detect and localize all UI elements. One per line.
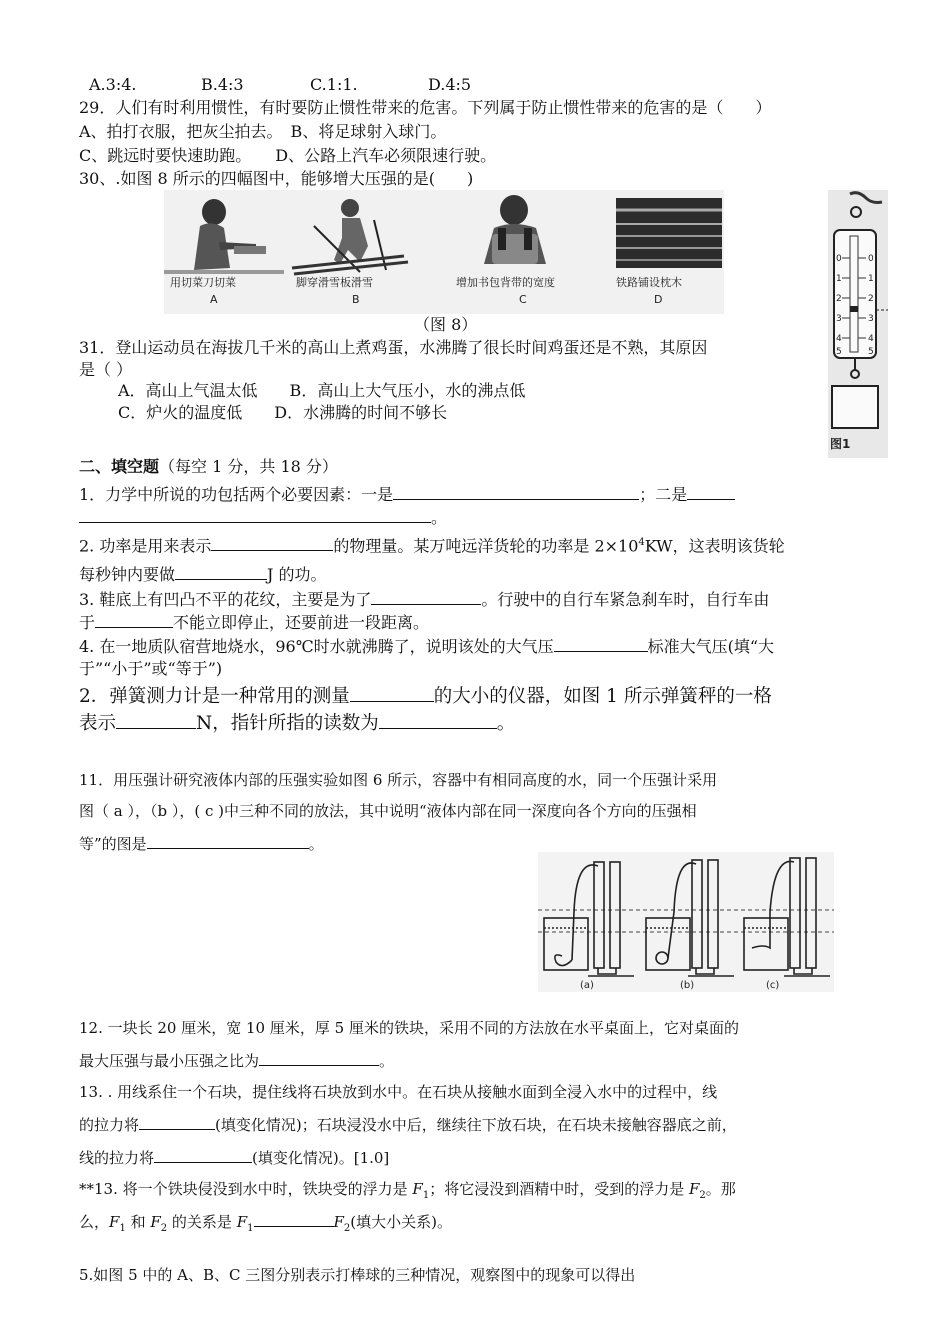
q13b-sub-2: 2: [699, 1190, 706, 1201]
q13-blank-1[interactable]: [139, 1113, 215, 1130]
section-2-title: 二、填空题: [79, 457, 160, 476]
q11-blank[interactable]: [147, 832, 309, 849]
q13-text-c: 线的拉力将: [79, 1149, 155, 1167]
figure-8-letter-c: C: [519, 293, 527, 306]
q13b-text-d: 么，: [79, 1213, 110, 1231]
figure-6-label-b: (b): [680, 980, 695, 991]
figure-6-label-c: (c): [766, 980, 780, 991]
q13b-sub-2: 2: [160, 1223, 168, 1234]
q12-text: 最大压强与最小压强之比为: [79, 1052, 260, 1070]
figure-8-letter-b: B: [352, 293, 360, 306]
section-2-heading: [79, 456, 338, 478]
q13-text-a: 的拉力将: [79, 1116, 140, 1134]
q13-blank-2[interactable]: [154, 1146, 252, 1163]
fill-5-text-e: 。: [496, 713, 516, 734]
q30-stem: 30、.如图 8 所示的四幅图中，能够增大压强的是( ): [79, 169, 474, 188]
figure-6-label-a: (a): [580, 980, 594, 991]
q13b-text-a: **13. 将一个铁块侵没到水中时，铁块受的浮力是: [79, 1180, 413, 1198]
fill-3-text-d: 不能立即停止，还要前进一段距离。: [173, 613, 430, 632]
spring-scale-label: 图1: [830, 437, 851, 451]
fill-2-line2: [79, 563, 327, 586]
q13b-sub-1: 1: [119, 1223, 126, 1234]
fill-1-text-b: ；二是: [639, 485, 688, 504]
q13b-f-symbol: F: [412, 1180, 423, 1198]
q29-options-cd: C、跳远时要快速助跑。 D、公路上汽车必须限速行驶。: [79, 146, 497, 165]
figure-8-caption-c: 增加书包背带的宽度: [456, 276, 555, 289]
q31-stem-line2: 是（ ）: [79, 360, 133, 379]
scale-left-tick: 2: [836, 294, 842, 304]
q31-stem-line1: 31．登山运动员在海拔几千米的高山上煮鸡蛋，水沸腾了很长时间鸡蛋还是不熟，其原因: [79, 338, 708, 357]
q12-end: 。: [379, 1052, 395, 1070]
figure-8-caption-a: 用切菜刀切菜: [170, 276, 236, 289]
fill-1-blank-1[interactable]: [393, 483, 639, 500]
fill-5-line2: [79, 710, 515, 737]
scale-left-tick: 0: [836, 254, 842, 264]
fill-3-text-c: 于: [79, 613, 96, 632]
q13b-text-e: 和: [125, 1213, 151, 1231]
scale-right-tick: 2: [868, 294, 874, 304]
fill-1-text-c: 。: [431, 508, 448, 527]
fill-1-blank-2b[interactable]: [79, 506, 431, 523]
fill-5-text-d: N，指针所指的读数为: [196, 713, 379, 734]
q28-option-d: D.4:5: [428, 75, 472, 94]
fill-1-blank-2a[interactable]: [687, 483, 735, 500]
figure-6: [538, 852, 834, 992]
fill-1-line1: [79, 483, 735, 506]
q13b-f-symbol: F: [109, 1213, 120, 1231]
scale-right-tick: 1: [868, 274, 874, 284]
scale-left-tick: 1: [836, 274, 842, 284]
fill-5-blank-3[interactable]: [379, 710, 497, 729]
scale-right-tick: 3: [868, 314, 874, 324]
q13b-f-symbol: F: [150, 1213, 161, 1231]
figure-8-letter-d: D: [654, 293, 663, 306]
q28-option-a: A.3:4.: [89, 75, 137, 94]
figure-8-caption-b: 脚穿滑雪板滑雪: [296, 276, 373, 289]
q13b-line1: [79, 1178, 736, 1207]
q13b-f-symbol: F: [236, 1213, 248, 1231]
fill-4-blank-1[interactable]: [554, 635, 648, 652]
section-2-note: （每空 1 分，共 18 分）: [159, 457, 338, 476]
fill-2-text-d: 每秒钟内要做: [79, 565, 176, 584]
figure-8-caption-d: 铁路铺设枕木: [616, 276, 682, 289]
q28-option-b: B.4:3: [201, 75, 244, 94]
q11-text: 等”的图是: [79, 835, 147, 853]
q13b-text-c: 。那: [705, 1180, 736, 1198]
q13b-blank[interactable]: [254, 1210, 334, 1227]
q12-line2: [79, 1049, 394, 1072]
q29-options-ab: A、拍打衣服，把灰尘拍去。 B、将足球射入球门。: [79, 122, 447, 141]
q11-line1: 11．用压强计研究液体内部的压强实验如图 6 所示，容器中有相同高度的水，同一个压强计采用: [79, 771, 718, 789]
fill-2-text-e: J 的功。: [267, 565, 327, 584]
fill-5-blank-2[interactable]: [116, 710, 196, 729]
q13-text-d: (填变化情况)。[1.0]: [252, 1149, 390, 1167]
figure-8-caption: （图 8）: [414, 315, 478, 334]
fill-3-line1: [79, 588, 769, 611]
q13b-sub-2: 2: [343, 1223, 351, 1234]
q11-line2: 图（ a ），（b ），( c )中三种不同的放法，其中说明“液体内部在同一深度向各个方向的压强相: [79, 802, 697, 820]
q13b-f-symbol: F: [688, 1180, 700, 1198]
q13b-line2: [79, 1210, 452, 1240]
figure-8-panel-d: [616, 198, 722, 268]
fill-3-text-a: 3. 鞋底上有凹凸不平的花纹，主要是为了: [79, 590, 372, 609]
fill-2-blank-2[interactable]: [175, 563, 267, 580]
fill-4-text-b: 标准大气压(填“大: [647, 637, 775, 656]
figure-8-letter-a: A: [210, 293, 218, 306]
q5-line1: 5.如图 5 中的 A、B、C 三图分别表示打棒球的三种情况，观察图中的现象可以得出: [79, 1266, 636, 1284]
fill-5-text-b: 的大小的仪器，如图 1 所示弹簧秤的一格: [433, 686, 772, 707]
q12-blank[interactable]: [259, 1049, 379, 1066]
q13-text-b: (填变化情况)；石块浸没水中后，继续往下放石块，在石块未接触容器底之前，: [215, 1116, 737, 1134]
spring-scale-pointer: [850, 306, 858, 312]
q13b-sub-1: 1: [247, 1223, 254, 1234]
scale-right-tick: 0: [868, 254, 874, 264]
q13b-text-b: ；将它浸没到酒精中时，受到的浮力是: [429, 1180, 689, 1198]
fill-5-blank-1[interactable]: [350, 683, 434, 702]
fill-2-line1: [79, 532, 785, 557]
scale-right-tick: 5: [868, 347, 874, 357]
q13-line1: 13. . 用线系住一个石块，提住线将石块放到水中。在石块从接触水面到全浸入水中的过程中，线: [79, 1083, 718, 1101]
fill-1-text-a: 1．力学中所说的功包括两个必要因素：一是: [79, 485, 394, 504]
q29-stem: 29．人们有时利用惯性，有时要防止惯性带来的危害。下列属于防止惯性带来的危害的是（ ）: [79, 98, 772, 117]
scale-left-tick: 5: [836, 347, 842, 357]
fill-2-blank-1[interactable]: [211, 534, 333, 551]
q11-line3: [79, 832, 324, 855]
q13b-text-f: 的关系是: [167, 1213, 237, 1231]
q13-line3: [79, 1146, 389, 1169]
fill-4-line2: 于”“小于”或“等于”): [79, 659, 223, 678]
q13b-sub-1: 1: [422, 1190, 430, 1201]
fill-3-blank-2[interactable]: [95, 611, 173, 628]
fill-5-line1: [79, 683, 772, 710]
scale-left-tick: 3: [836, 314, 842, 324]
q31-options-ab: A．高山上气温太低 B．高山上大气压小，水的沸点低: [118, 381, 526, 400]
q28-option-c: C.1:1.: [310, 75, 358, 94]
figure-8: [164, 190, 724, 314]
scale-right-tick: 4: [868, 334, 874, 344]
q13-line2: [79, 1113, 737, 1136]
q13b-f-symbol: F: [333, 1213, 344, 1231]
fill-3-line2: [79, 611, 429, 634]
fill-3-blank-1[interactable]: [371, 588, 481, 605]
fill-3-text-b: 。行驶中的自行车紧急刹车时，自行车由: [481, 590, 770, 609]
fill-4-text-a: 4. 在一地质队宿营地烧水，96℃时水就沸腾了，说明该处的大气压: [79, 637, 554, 656]
fill-2-text-c: KW，这表明该货轮: [644, 536, 785, 556]
fill-2-exponent: 4: [638, 537, 645, 548]
q11-end: 。: [308, 835, 324, 853]
fill-1-line2: [79, 506, 447, 529]
fill-2-text-a: 2. 功率是用来表示: [79, 536, 212, 556]
fill-2-text-b: 的物理量。某万吨远洋货轮的功率是 2×10: [333, 536, 639, 556]
q31-options-cd: C．炉火的温度低 D．水沸腾的时间不够长: [118, 403, 448, 422]
fill-5-text-a: 2．弹簧测力计是一种常用的测量: [79, 686, 350, 707]
scale-left-tick: 4: [836, 334, 842, 344]
q12-line1: 12. 一块长 20 厘米，宽 10 厘米，厚 5 厘米的铁块，采用不同的方法放在水平桌面上，它对桌面的: [79, 1019, 739, 1037]
fill-4-line1: [79, 635, 774, 658]
q13b-text-g: (填大小关系)。: [350, 1213, 453, 1231]
fill-5-text-c: 表示: [79, 713, 117, 734]
spring-scale-figure: [828, 190, 888, 458]
